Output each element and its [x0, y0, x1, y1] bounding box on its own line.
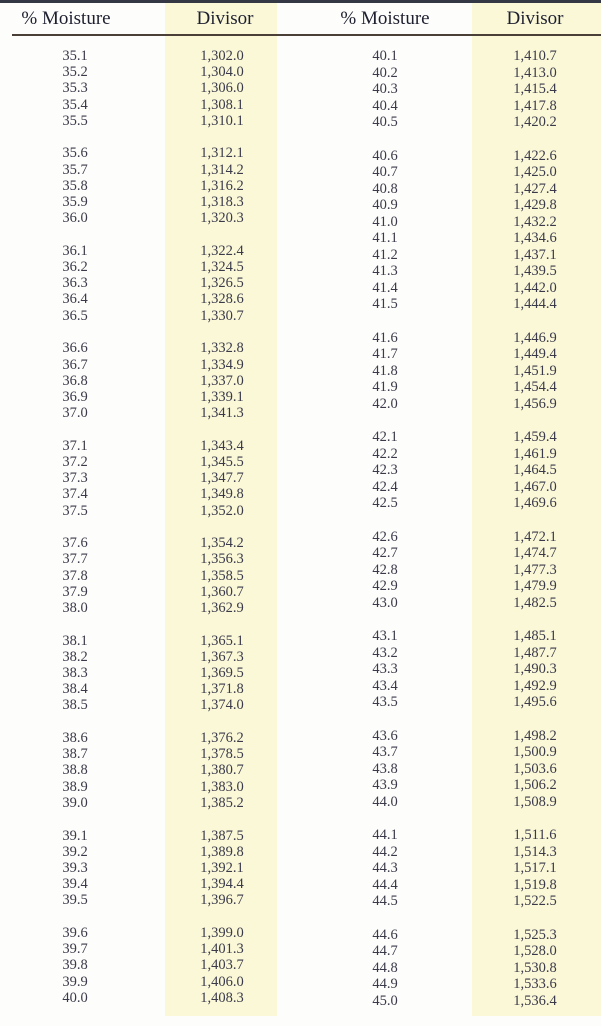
divisor-cell: 1,396.7: [200, 892, 244, 909]
moisture-cell: 44.3: [372, 860, 398, 876]
moisture-cell: 37.0: [62, 405, 88, 422]
divisor-cell: 1,525.3: [513, 926, 557, 943]
divisor-cell: 1,487.7: [513, 644, 557, 661]
row-group: [157, 145, 287, 226]
moisture-cell: 43.4: [372, 677, 398, 694]
moisture-cell: 43.9: [372, 777, 398, 793]
header-rule: [12, 34, 601, 36]
divisor-cell: 1,485.1: [513, 628, 557, 644]
divisor-cell: 1,403.7: [200, 957, 244, 974]
moisture-cell: 36.9: [62, 388, 88, 405]
moisture-cell: 43.7: [372, 744, 398, 760]
row-group: [10, 438, 140, 519]
divisor-cell: 1,332.8: [200, 340, 244, 357]
moisture-cell: 39.8: [62, 957, 88, 974]
moisture-cell: 41.8: [372, 362, 398, 379]
divisor-cell: 1,495.6: [513, 694, 557, 710]
divisor-cell: 1,352.0: [200, 502, 244, 519]
divisor-cell: 1,511.6: [513, 827, 557, 843]
right-moisture-column: [320, 48, 450, 1026]
moisture-cell: 39.7: [62, 941, 88, 958]
moisture-cell: 44.6: [372, 926, 398, 943]
divisor-cell: 1,371.8: [200, 681, 244, 698]
row-group: [320, 529, 450, 612]
row-group: [10, 925, 140, 1006]
moisture-cell: 36.2: [62, 259, 88, 276]
divisor-cell: 1,432.2: [513, 213, 557, 230]
divisor-cell: 1,439.5: [513, 263, 557, 279]
divisor-cell: 1,464.5: [513, 462, 557, 478]
divisor-cell: 1,456.9: [513, 395, 557, 412]
moisture-cell: 41.3: [372, 263, 398, 279]
moisture-cell: 35.8: [62, 177, 88, 194]
divisor-cell: 1,337.0: [200, 372, 244, 389]
moisture-cell: 38.6: [62, 730, 88, 747]
moisture-cell: 44.7: [372, 943, 398, 959]
moisture-cell: 40.7: [372, 164, 398, 180]
divisor-cell: 1,408.3: [200, 989, 244, 1006]
divisor-cell: 1,308.1: [200, 96, 244, 113]
row-group: [10, 48, 140, 129]
divisor-cell: 1,394.4: [200, 876, 244, 893]
moisture-cell: 43.8: [372, 760, 398, 777]
divisor-cell: 1,324.5: [200, 259, 244, 276]
moisture-cell: 37.1: [62, 437, 88, 454]
divisor-cell: 1,362.9: [200, 599, 244, 616]
moisture-cell: 43.1: [372, 628, 398, 644]
divisor-cell: 1,314.2: [200, 161, 244, 178]
row-group: [320, 827, 450, 910]
moisture-cell: 40.9: [372, 197, 398, 213]
moisture-cell: 37.4: [62, 486, 88, 503]
left-divisor-column: [157, 48, 287, 1022]
divisor-cell: 1,401.3: [200, 941, 244, 958]
moisture-cell: 38.5: [62, 697, 88, 714]
row-group: [470, 429, 600, 512]
moisture-cell: 40.2: [372, 64, 398, 81]
moisture-cell: 39.2: [62, 843, 88, 860]
row-group: [157, 243, 287, 324]
moisture-cell: 40.3: [372, 81, 398, 97]
moisture-cell: 39.6: [62, 924, 88, 941]
divisor-cell: 1,389.8: [200, 843, 244, 860]
row-group: [470, 529, 600, 612]
moisture-cell: 43.5: [372, 694, 398, 710]
moisture-cell: 40.8: [372, 180, 398, 197]
row-group: [470, 827, 600, 910]
moisture-cell: 41.6: [372, 329, 398, 346]
divisor-cell: 1,422.6: [513, 147, 557, 164]
divisor-cell: 1,415.4: [513, 81, 557, 97]
divisor-cell: 1,459.4: [513, 429, 557, 445]
divisor-cell: 1,349.8: [200, 486, 244, 503]
divisor-cell: 1,306.0: [200, 80, 244, 97]
divisor-cell: 1,392.1: [200, 859, 244, 876]
divisor-cell: 1,410.7: [513, 48, 557, 64]
divisor-cell: 1,442.0: [513, 279, 557, 296]
moisture-cell: 38.9: [62, 778, 88, 795]
divisor-cell: 1,454.4: [513, 379, 557, 395]
divisor-cell: 1,420.2: [513, 114, 557, 130]
row-group: [157, 340, 287, 421]
divisor-cell: 1,449.4: [513, 346, 557, 362]
moisture-cell: 36.1: [62, 242, 88, 259]
divisor-cell: 1,356.3: [200, 551, 244, 568]
moisture-cell: 45.0: [372, 992, 398, 1009]
moisture-cell: 41.7: [372, 346, 398, 362]
moisture-cell: 35.4: [62, 96, 88, 113]
divisor-cell: 1,482.5: [513, 594, 557, 611]
divisor-cell: 1,320.3: [200, 210, 244, 227]
moisture-cell: 41.5: [372, 296, 398, 312]
divisor-cell: 1,519.8: [513, 876, 557, 893]
moisture-cell: 35.9: [62, 194, 88, 210]
row-group: [470, 628, 600, 711]
moisture-cell: 41.0: [372, 213, 398, 230]
divisor-cell: 1,429.8: [513, 197, 557, 213]
moisture-cell: 36.6: [62, 340, 88, 357]
moisture-cell: 44.8: [372, 959, 398, 976]
divisor-cell: 1,413.0: [513, 64, 557, 81]
divisor-cell: 1,322.4: [200, 242, 244, 259]
divisor-cell: 1,425.0: [513, 164, 557, 180]
moisture-cell: 44.5: [372, 893, 398, 909]
moisture-cell: 36.3: [62, 275, 88, 292]
moisture-cell: 37.3: [62, 470, 88, 487]
divisor-cell: 1,530.8: [513, 959, 557, 976]
moisture-cell: 40.5: [372, 114, 398, 130]
moisture-cell: 41.2: [372, 246, 398, 263]
row-group: [10, 340, 140, 421]
moisture-cell: 38.4: [62, 681, 88, 698]
moisture-cell: 42.6: [372, 528, 398, 545]
divisor-cell: 1,341.3: [200, 405, 244, 422]
moisture-cell: 44.4: [372, 876, 398, 893]
moisture-cell: 35.5: [62, 112, 88, 129]
divisor-cell: 1,479.9: [513, 578, 557, 594]
moisture-cell: 36.0: [62, 210, 88, 227]
divisor-cell: 1,514.3: [513, 843, 557, 860]
moisture-cell: 39.9: [62, 973, 88, 990]
divisor-cell: 1,522.5: [513, 893, 557, 909]
divisor-cell: 1,367.3: [200, 648, 244, 665]
divisor-cell: 1,354.2: [200, 535, 244, 552]
moisture-cell: 36.8: [62, 372, 88, 389]
divisor-cell: 1,347.7: [200, 470, 244, 487]
moisture-cell: 44.2: [372, 843, 398, 860]
divisor-cell: 1,318.3: [200, 194, 244, 210]
moisture-cell: 42.1: [372, 429, 398, 445]
divisor-cell: 1,467.0: [513, 478, 557, 495]
row-group: [470, 927, 600, 1010]
moisture-cell: 36.7: [62, 356, 88, 373]
divisor-cell: 1,374.0: [200, 697, 244, 714]
row-group: [470, 48, 600, 131]
divisor-cell: 1,498.2: [513, 727, 557, 744]
row-group: [320, 927, 450, 1010]
row-group: [10, 145, 140, 226]
row-group: [320, 330, 450, 413]
divisor-cell: 1,312.1: [200, 145, 244, 162]
divisor-cell: 1,302.0: [200, 48, 244, 64]
divisor-cell: 1,517.1: [513, 860, 557, 876]
divisor-cell: 1,490.3: [513, 661, 557, 677]
moisture-cell: 38.0: [62, 599, 88, 616]
divisor-cell: 1,508.9: [513, 793, 557, 810]
divisor-cell: 1,503.6: [513, 760, 557, 777]
moisture-cell: 42.0: [372, 395, 398, 412]
row-group: [10, 730, 140, 811]
moisture-cell: 42.8: [372, 561, 398, 578]
divisor-cell: 1,434.6: [513, 230, 557, 246]
row-group: [320, 48, 450, 131]
divisor-cell: 1,383.0: [200, 778, 244, 795]
divisor-cell: 1,345.5: [200, 453, 244, 470]
row-group: [157, 633, 287, 714]
moisture-cell: 35.2: [62, 64, 88, 81]
header-moisture-left: % Moisture: [21, 8, 111, 29]
moisture-cell: 44.9: [372, 976, 398, 992]
divisor-cell: 1,427.4: [513, 180, 557, 197]
moisture-cell: 38.8: [62, 762, 88, 779]
moisture-cell: 39.1: [62, 827, 88, 844]
moisture-cell: 44.1: [372, 827, 398, 843]
moisture-cell: 42.9: [372, 578, 398, 594]
moisture-cell: 41.4: [372, 279, 398, 296]
divisor-cell: 1,406.0: [200, 973, 244, 990]
divisor-cell: 1,378.5: [200, 746, 244, 763]
divisor-cell: 1,477.3: [513, 561, 557, 578]
moisture-cell: 37.5: [62, 502, 88, 519]
moisture-cell: 40.0: [62, 989, 88, 1006]
moisture-cell: 43.6: [372, 727, 398, 744]
header-divisor-left: Divisor: [196, 8, 254, 29]
moisture-cell: 39.0: [62, 794, 88, 811]
divisor-cell: 1,437.1: [513, 246, 557, 263]
moisture-cell: 40.4: [372, 97, 398, 114]
moisture-cell: 37.8: [62, 567, 88, 584]
moisture-cell: 38.7: [62, 746, 88, 763]
divisor-cell: 1,369.5: [200, 665, 244, 681]
row-group: [157, 828, 287, 909]
divisor-cell: 1,469.6: [513, 495, 557, 511]
row-group: [157, 438, 287, 519]
divisor-cell: 1,385.2: [200, 794, 244, 811]
row-group: [10, 243, 140, 324]
divisor-cell: 1,461.9: [513, 445, 557, 462]
row-group: [320, 728, 450, 811]
moisture-cell: 42.7: [372, 545, 398, 561]
moisture-cell: 37.2: [62, 453, 88, 470]
moisture-cell: 39.3: [62, 859, 88, 876]
row-group: [470, 330, 600, 413]
divisor-cell: 1,500.9: [513, 744, 557, 760]
divisor-cell: 1,399.0: [200, 924, 244, 941]
divisor-cell: 1,326.5: [200, 275, 244, 292]
row-group: [157, 730, 287, 811]
moisture-cell: 35.6: [62, 145, 88, 162]
divisor-cell: 1,528.0: [513, 943, 557, 959]
divisor-cell: 1,506.2: [513, 777, 557, 793]
divisor-cell: 1,365.1: [200, 632, 244, 649]
moisture-cell: 38.1: [62, 632, 88, 649]
row-group: [157, 535, 287, 616]
row-group: [10, 535, 140, 616]
divisor-cell: 1,451.9: [513, 362, 557, 379]
divisor-cell: 1,536.4: [513, 992, 557, 1009]
moisture-cell: 39.4: [62, 876, 88, 893]
divisor-cell: 1,417.8: [513, 97, 557, 114]
row-group: [470, 148, 600, 313]
row-group: [157, 925, 287, 1006]
moisture-cell: 44.0: [372, 793, 398, 810]
row-group: [10, 633, 140, 714]
moisture-cell: 43.2: [372, 644, 398, 661]
row-group: [470, 728, 600, 811]
moisture-cell: 37.6: [62, 535, 88, 552]
divisor-cell: 1,376.2: [200, 730, 244, 747]
moisture-cell: 40.6: [372, 147, 398, 164]
right-divisor-column: [470, 48, 600, 1026]
divisor-cell: 1,360.7: [200, 583, 244, 600]
divisor-cell: 1,446.9: [513, 329, 557, 346]
divisor-cell: 1,304.0: [200, 64, 244, 81]
moisture-cell: 43.0: [372, 594, 398, 611]
moisture-cell: 42.3: [372, 462, 398, 478]
divisor-cell: 1,474.7: [513, 545, 557, 561]
divisor-cell: 1,328.6: [200, 291, 244, 308]
moisture-cell: 36.5: [62, 307, 88, 324]
moisture-cell: 38.2: [62, 648, 88, 665]
moisture-cell: 35.3: [62, 80, 88, 97]
moisture-cell: 43.3: [372, 661, 398, 677]
divisor-cell: 1,334.9: [200, 356, 244, 373]
row-group: [10, 828, 140, 909]
header-moisture-right: % Moisture: [340, 8, 430, 29]
divisor-cell: 1,533.6: [513, 976, 557, 992]
divisor-cell: 1,358.5: [200, 567, 244, 584]
header-divisor-right: Divisor: [506, 8, 564, 29]
moisture-cell: 42.2: [372, 445, 398, 462]
moisture-cell: 41.1: [372, 230, 398, 246]
divisor-cell: 1,330.7: [200, 307, 244, 324]
divisor-cell: 1,387.5: [200, 827, 244, 844]
divisor-cell: 1,444.4: [513, 296, 557, 312]
moisture-cell: 35.7: [62, 161, 88, 178]
moisture-cell: 38.3: [62, 665, 88, 681]
divisor-cell: 1,380.7: [200, 762, 244, 779]
divisor-cell: 1,310.1: [200, 112, 244, 129]
moisture-cell: 37.9: [62, 583, 88, 600]
moisture-cell: 39.5: [62, 892, 88, 909]
row-group: [320, 148, 450, 313]
moisture-cell: 42.4: [372, 478, 398, 495]
row-group: [320, 429, 450, 512]
divisor-cell: 1,343.4: [200, 437, 244, 454]
moisture-cell: 37.7: [62, 551, 88, 568]
divisor-cell: 1,472.1: [513, 528, 557, 545]
divisor-cell: 1,339.1: [200, 388, 244, 405]
row-group: [157, 48, 287, 129]
moisture-cell: 42.5: [372, 495, 398, 511]
moisture-cell: 36.4: [62, 291, 88, 308]
divisor-cell: 1,492.9: [513, 677, 557, 694]
row-group: [320, 628, 450, 711]
divisor-cell: 1,316.2: [200, 177, 244, 194]
moisture-cell: 35.1: [62, 48, 88, 64]
left-moisture-column: [10, 48, 140, 1022]
moisture-cell: 41.9: [372, 379, 398, 395]
moisture-cell: 40.1: [372, 48, 398, 64]
